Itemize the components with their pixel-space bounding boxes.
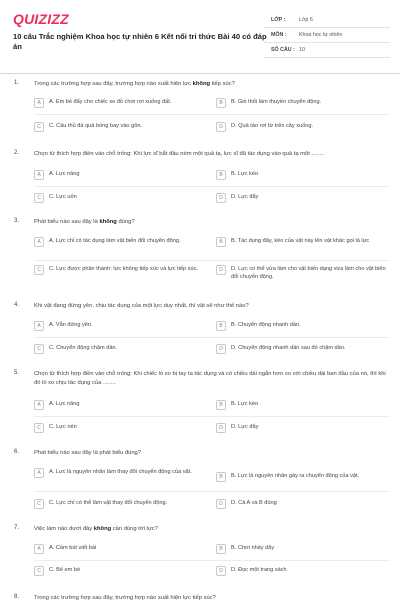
meta-key: MÔN : [271, 32, 287, 38]
question-number: 4. [14, 302, 20, 308]
option-b[interactable]: B B. Chuyển động nhanh dần. [216, 322, 396, 331]
option-c[interactable]: C C. Lực chỉ có thể làm vật thay đổi chuyển động. [34, 500, 209, 509]
option-c[interactable]: C C. Lực được phân thành: lực không tiếp xúc và lực tiếp xúc. [34, 266, 199, 275]
option-c[interactable]: C C. Lực uốn [34, 194, 194, 203]
option-c[interactable]: C C. Chuyển động chậm dần. [34, 345, 194, 354]
meta-value: Khoa học tự nhiên [299, 32, 343, 38]
option-a[interactable]: A A. Lực nâng [34, 171, 194, 180]
meta-key: SỐ CÂU : [271, 47, 295, 53]
meta-row-count [264, 43, 390, 58]
option-divider [34, 416, 390, 417]
option-d[interactable]: D D. Chuyển động nhanh dần sau đó chậm dần. [216, 345, 400, 354]
question-text: Khi vật đang đứng yên, chịu tác dụng của một lực duy nhất, thì vật sẽ như thế nào? [34, 303, 249, 309]
meta-value: 10 [299, 47, 305, 53]
question-number: 2. [14, 150, 20, 156]
worksheet-title: 10 câu Trắc nghiệm Khoa học tự nhiên 6 Kết nối tri thức Bài 40 có đáp án [13, 32, 267, 51]
worksheet-header [0, 0, 400, 74]
option-c[interactable]: C C. Bế em bé [34, 567, 194, 576]
question-number: 1. [14, 80, 20, 86]
question-number: 3. [14, 218, 20, 224]
option-b[interactable]: B B. Gió thổi làm thuyền chuyển động. [216, 99, 396, 108]
option-d[interactable]: D D. Lực có thể vừa làm cho vật biến dạng vừa làm cho vật biến đổi chuyển động. [216, 266, 391, 281]
option-b[interactable]: B B. Lực kéo [216, 171, 396, 180]
question-text: Phát biểu nào sau đây là phát biểu đúng? [34, 450, 142, 456]
question-text: Trong các trường hợp sau đây, trường hợp nào xuất hiện lực không tiếp xúc? [34, 81, 235, 87]
meta-row-subject [264, 28, 390, 43]
option-a[interactable]: A A. Vẫn đứng yên. [34, 322, 194, 331]
meta-value: Lớp 6 [299, 17, 313, 23]
option-b[interactable]: B B. Chơi nhảy dây [216, 545, 396, 554]
option-a[interactable]: A A. Lực là nguyên nhân làm thay đổi chuyển động của vật. [34, 469, 199, 478]
option-d[interactable]: D D. Cả A và B đúng [216, 500, 396, 509]
option-c[interactable]: C C. Cầu thủ đá quả bóng bay vào gôn. [34, 123, 194, 132]
question-number: 5. [14, 370, 20, 376]
question-number: 8. [14, 594, 20, 600]
option-divider [34, 114, 390, 115]
question-number: 6. [14, 449, 20, 455]
option-divider [34, 491, 390, 492]
quizizz-logo [13, 12, 69, 26]
question-text: Phát biểu nào sau đây là không đúng? [34, 219, 135, 225]
option-a[interactable]: A A. Em bé đẩy cho chiếc xe đồ chơi rơi xuống đất. [34, 99, 194, 108]
option-b[interactable]: B B. Lực kéo [216, 401, 396, 410]
option-d[interactable]: D D. Quả táo rơi từ trên cây xuống. [216, 123, 396, 132]
meta-key: LỚP : [271, 17, 286, 23]
logo-text: QUIZIZZ [13, 11, 69, 27]
option-a[interactable]: A A. Lực nâng [34, 401, 194, 410]
question-text: Chọn từ thích hợp điền vào chỗ trống: Khi chiếc lò xo bị tay ta tác dụng và có chiều dài ngắn hơn so với chiều dài ban đầu của nó, thì khi đó lò xo chịu tác dụng của ........ [34, 371, 386, 386]
option-a[interactable]: A A. Lực chỉ có tác dụng làm vật biến đổi chuyển động. [34, 238, 199, 247]
option-b[interactable]: B B. Tác dụng đẩy, kéo của vật này lên vật khác gọi là lực [216, 238, 391, 247]
option-divider [34, 186, 390, 187]
option-d[interactable]: D D. Đọc một trang sách [216, 567, 396, 576]
option-d[interactable]: D D. Lực đẩy [216, 424, 396, 433]
question-number: 7. [14, 525, 20, 531]
meta-row-class [264, 13, 390, 28]
question-text: Việc làm nào dưới đây không cần dùng tới lực? [34, 526, 158, 532]
meta-table [264, 13, 390, 58]
option-divider [34, 260, 390, 261]
option-a[interactable]: A A. Cầm bút viết bài [34, 545, 194, 554]
option-d[interactable]: D D. Lực đẩy [216, 194, 396, 203]
question-text: Chọn từ thích hợp điền vào chỗ trống: Khi lực sĩ bắt đầu ném một quả tạ, lực sĩ đã tác dụng vào quả tạ một ........ [34, 151, 325, 157]
option-divider [34, 560, 390, 561]
option-b[interactable]: B B. Lực là nguyên nhân gây ra chuyển động của vật. [216, 473, 400, 482]
option-divider [34, 337, 390, 338]
question-text: Trong các trường hợp sau đây, trường hợp nào xuất hiện lực tiếp xúc? [34, 595, 216, 600]
option-c[interactable]: C C. Lực nén [34, 424, 194, 433]
